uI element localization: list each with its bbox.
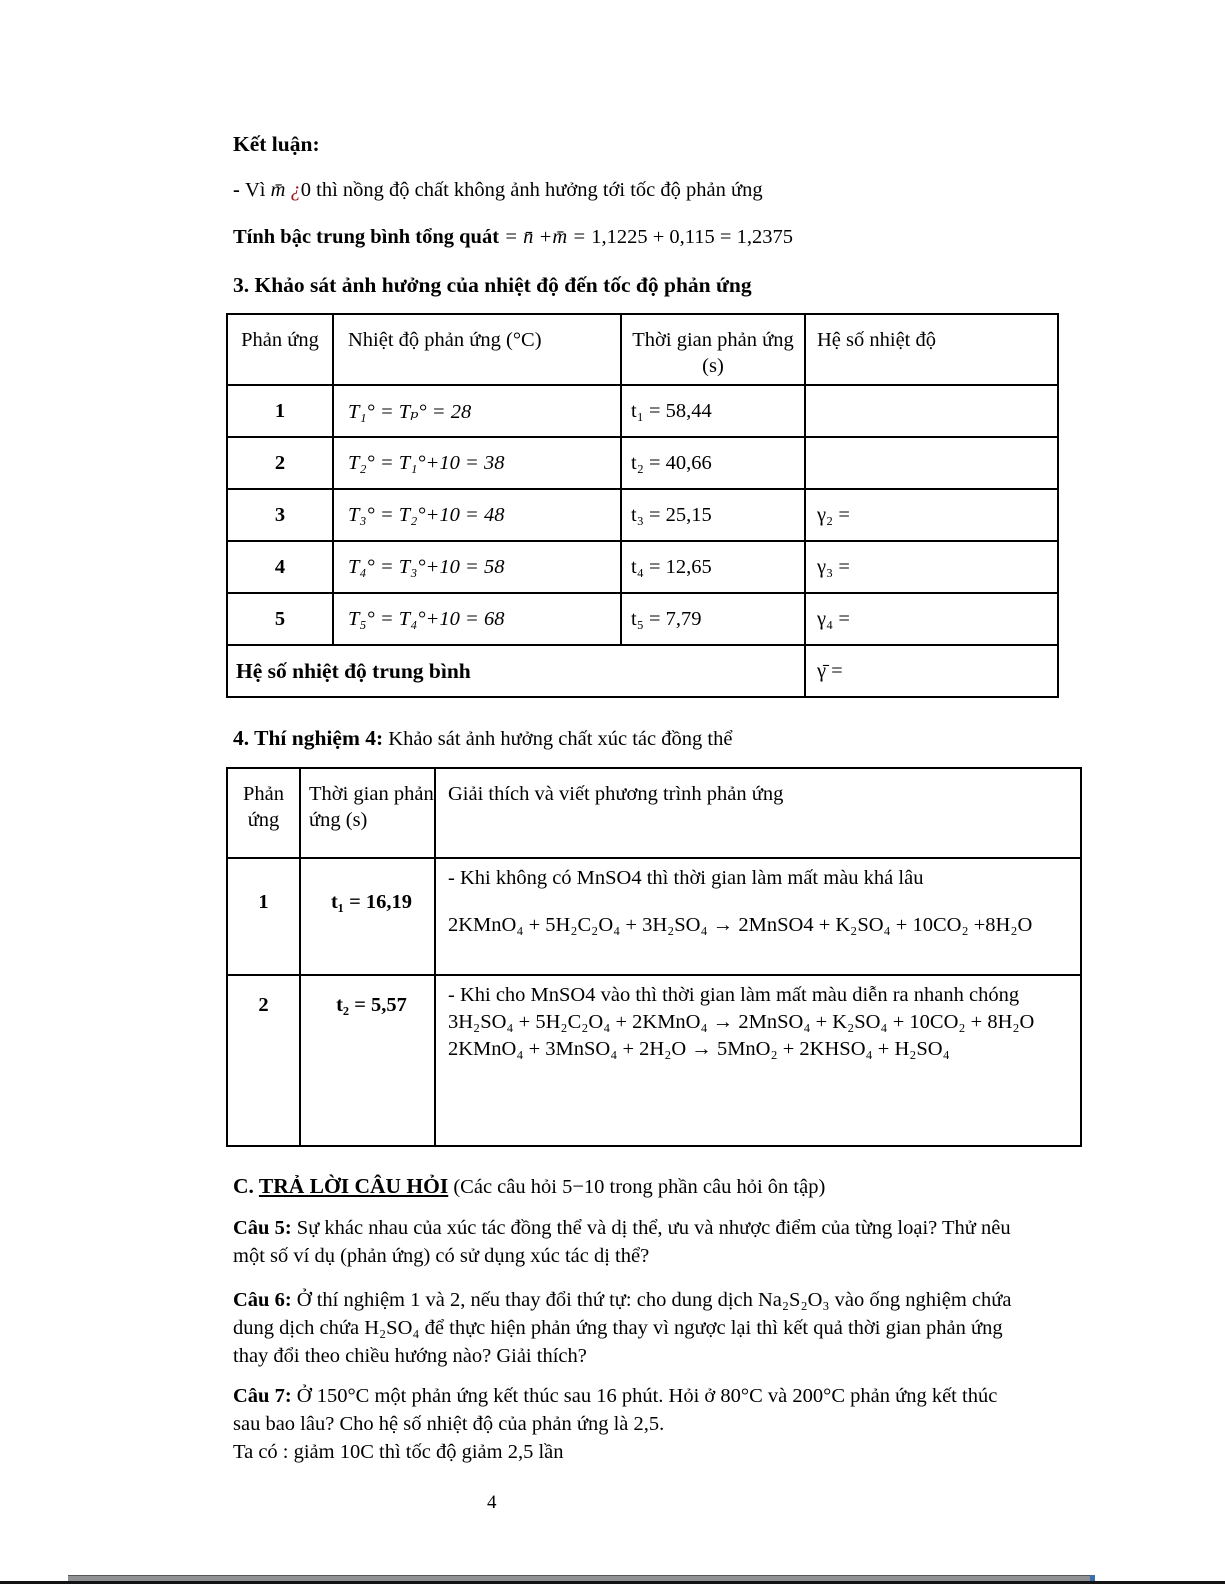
- average-order-math: = n̄ +m̄ =: [499, 226, 592, 248]
- math-zero: 0: [300, 179, 312, 201]
- red-question-glyph: ¿: [290, 179, 301, 201]
- average-coefficient-label: Hệ số nhiệt độ trung bình: [227, 645, 805, 697]
- question-7-label: Câu 7:: [233, 1385, 292, 1407]
- row3-coefficient: γ₂ =: [805, 489, 1058, 541]
- table-row: [227, 975, 1081, 1146]
- row2-time: t₂ = 40,66: [621, 437, 805, 489]
- chemical-equation: 2KMnO₄ + 5H₂C₂O₄ + 3H₂SO₄ → 2MnSO4 + K₂SO₄ + 10CO₂ +8H₂O: [448, 914, 1033, 936]
- document-page: [226, 130, 1035, 1466]
- table-row: [227, 489, 1058, 541]
- row2-number: 2: [227, 437, 333, 489]
- chemical-equation: 2KMnO₄ + 3MnSO₄ + 2H₂O → 5MnO₂ + 2KHSO₄ + H₂SO₄: [448, 1038, 950, 1060]
- row5-time: t₅ = 7,79: [621, 593, 805, 645]
- average-order-values: 1,1225 + 0,115 = 1,2375: [591, 226, 793, 248]
- conclusion-rest: thì nồng độ chất không ảnh hưởng tới tốc độ phản ứng: [311, 179, 763, 201]
- section3-heading: 3. Khảo sát ảnh hưởng của nhiệt độ đến tốc độ phản ứng: [233, 273, 752, 297]
- table-header-row: [227, 768, 1081, 858]
- chemical-equation: 3H₂SO₄ + 5H₂C₂O₄ + 2KMnO₄ → 2MnSO₄ + K₂SO₄ + 10CO₂ + 8H₂O: [448, 1011, 1035, 1033]
- window-bottom-edge: [0, 1581, 1225, 1584]
- table-row: [227, 385, 1058, 437]
- table-row: [227, 437, 1058, 489]
- temperature-table: [226, 313, 1059, 698]
- row2-temperature: T₂° = T₁°+10 = 38: [333, 437, 621, 489]
- row4-number: 4: [227, 541, 333, 593]
- answers-heading-note: (Các câu hỏi 5−10 trong phần câu hỏi ôn tập): [448, 1176, 826, 1198]
- question-7: [233, 1382, 1024, 1466]
- header-cell-coefficient: Hệ số nhiệt độ: [805, 314, 1058, 385]
- header-cell-time: Thời gian phản ứng (s): [300, 768, 435, 858]
- row4-time: t₄ = 12,65: [621, 541, 805, 593]
- question-5: [233, 1214, 1024, 1270]
- row1-temperature: T₁° = Tₚ° = 28: [333, 385, 621, 437]
- question-5-text: Sự khác nhau của xúc tác đồng thể và dị thể, ưu và nhược điểm của từng loại? Thử nêu một số ví dụ (phản ứng) có sử dụng xúc tác dị thể?: [233, 1217, 1011, 1267]
- table-row: [227, 593, 1058, 645]
- row1-time: t₁ = 58,44: [621, 385, 805, 437]
- math-m-bar: m̄: [270, 179, 291, 201]
- table-header-row: [227, 314, 1058, 385]
- row5-temperature: T₅° = T₄°+10 = 68: [333, 593, 621, 645]
- conclusion-heading: Kết luận:: [233, 132, 320, 156]
- row2-coefficient: [805, 437, 1058, 489]
- answers-heading: [233, 1172, 1024, 1201]
- row2-time: t₂ = 5,57: [300, 975, 435, 1146]
- question-7-text: Ở 150°C một phản ứng kết thúc sau 16 phút. Hỏi ở 80°C và 200°C phản ứng kết thúc sau bao lâu? Cho hệ số nhiệt độ của phản ứng là 2,5.: [233, 1385, 998, 1435]
- row2-explanation: [435, 975, 1081, 1146]
- row1-time: t₁ = 16,19: [300, 858, 435, 975]
- header-cell-explanation: Giải thích và viết phương trình phản ứng: [435, 768, 1081, 858]
- row3-time: t₃ = 25,15: [621, 489, 805, 541]
- header-cell-reaction: Phản ứng: [227, 768, 300, 858]
- explanation-text: - Khi không có MnSO4 thì thời gian làm mất màu khá lâu: [448, 867, 924, 889]
- header-cell-reaction: Phản ứng: [227, 314, 333, 385]
- catalyst-table: [226, 767, 1082, 1147]
- page-number: 4: [487, 1492, 497, 1513]
- answers-heading-prefix: C.: [233, 1174, 259, 1198]
- conclusion-prefix: Vì: [244, 179, 271, 201]
- conclusion-dash: -: [233, 179, 245, 201]
- row3-temperature: T₃° = T₂°+10 = 48: [333, 489, 621, 541]
- row5-number: 5: [227, 593, 333, 645]
- header-cell-temperature: Nhiệt độ phản ứng (°C): [333, 314, 621, 385]
- question-6-text: Ở thí nghiệm 1 và 2, nếu thay đổi thứ tự: cho dung dịch Na₂S₂O₃ vào ống nghiệm chứa dung dịch chứa H₂SO₄ để thực hiện phản ứng thay vì ngược lại thì kết quả thời gian phản ứng thay đổi theo chiều hướng nào? Giải thích?: [233, 1289, 1012, 1367]
- row5-coefficient: γ₄ =: [805, 593, 1058, 645]
- question-5-label: Câu 5:: [233, 1217, 292, 1239]
- conclusion-line: [233, 176, 1024, 204]
- question-6-label: Câu 6:: [233, 1289, 292, 1311]
- question-7-note: Ta có : giảm 10C thì tốc độ giảm 2,5 lần: [233, 1441, 564, 1463]
- row1-number: 1: [227, 858, 300, 975]
- section4-text: Khảo sát ảnh hưởng chất xúc tác đồng thể: [383, 728, 733, 750]
- section4-label: 4. Thí nghiệm 4:: [233, 726, 384, 750]
- average-coefficient-value: γ̄ =: [805, 645, 1058, 697]
- section4-heading: [233, 724, 1024, 753]
- row1-explanation: [435, 858, 1081, 975]
- row4-coefficient: γ₃ =: [805, 541, 1058, 593]
- row3-number: 3: [227, 489, 333, 541]
- row1-number: 1: [227, 385, 333, 437]
- question-6: [233, 1286, 1024, 1370]
- average-order-line: [233, 223, 1024, 251]
- average-order-label: Tính bậc trung bình tổng quát: [233, 226, 500, 248]
- explanation-text: - Khi cho MnSO4 vào thì thời gian làm mất màu diễn ra nhanh chóng: [448, 984, 1020, 1006]
- table-row: [227, 858, 1081, 975]
- answers-heading-title: TRẢ LỜI CÂU HỎI: [258, 1174, 449, 1198]
- table-footer-row: [227, 645, 1058, 697]
- row4-temperature: T₄° = T₃°+10 = 58: [333, 541, 621, 593]
- row1-coefficient: [805, 385, 1058, 437]
- row2-number: 2: [227, 975, 300, 1146]
- header-cell-time: Thời gian phản ứng (s): [621, 314, 805, 385]
- table-row: [227, 541, 1058, 593]
